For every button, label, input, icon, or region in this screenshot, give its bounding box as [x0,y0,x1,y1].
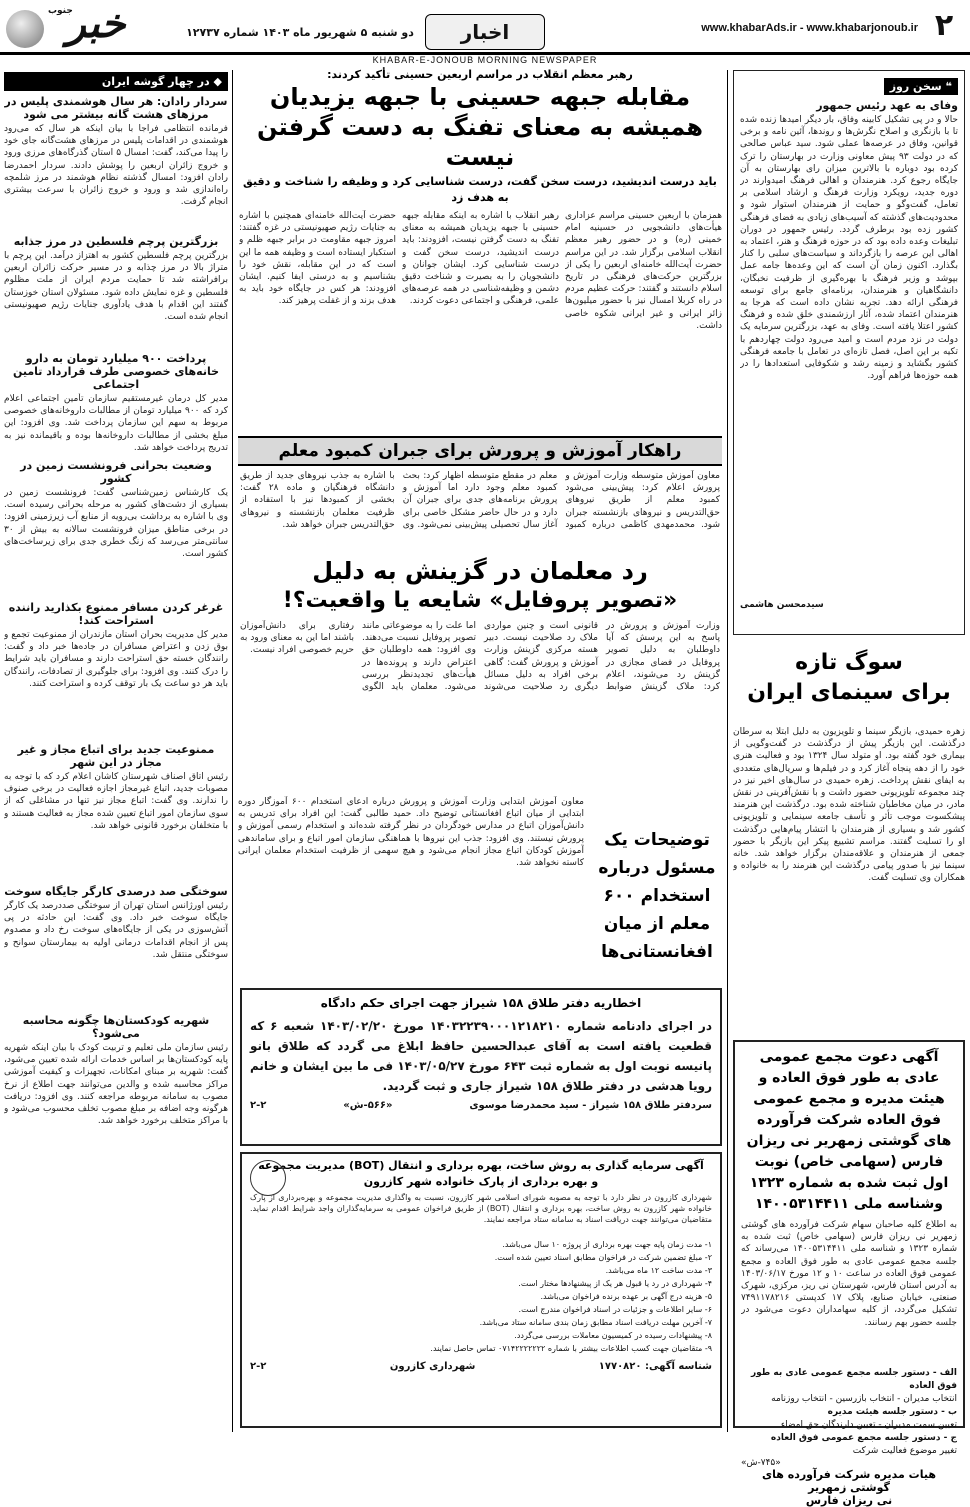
agenda-item: انتخاب مدیران - انتخاب بازرسین - انتخاب روزنامه [771,1394,957,1404]
agenda-item: ج - دستور جلسه مجمع عمومی فوق العاده [770,1433,957,1443]
divorce-page-ref: ۲-۲ [250,1100,267,1111]
section-title: اخبار [460,20,510,44]
bot-page-ref: ۲-۲ [250,1361,267,1372]
lead-title-2: همیشه به معنای تفنگ به دست گرفتن نیست [257,113,703,171]
logo-text: خبر [66,0,126,47]
websites[interactable]: www.khabarAds.ir - www.khabarjonoub.ir [701,22,918,34]
section-tab [425,14,545,50]
brief-title: پرداخت ۹۰۰ میلیارد تومان به دارو خانه‌های خصوصی طرف قرارداد تامین اجتماعی [12,352,220,391]
agenda-item: تعیین سمت مدیران - تعیین دارندگان حق امضاء [780,1420,957,1430]
editorial-author: سیدمحسن هاشمی [740,600,824,610]
bot-item: ۷- آخرین مهلت دریافت اسناد مطابق زمان بندی سامانه ستاد می‌باشد. [479,1318,712,1327]
lead-body-col: حضرت آیت‌الله خامنه‌ای همچنین با اشاره به جنایات رژیم صهیونیستی در غزه گفتند: امروز جبهه مقاومت در برابر جبهه ظلم و استکبار ایستاده است و وظیفه همه ما این است که در این مقابله، نقش خود را بشناسیم و به درستی ایفا کنیم. ایشان افزودند: هر کس در جایگاه خود باید به هدف بزند و از غفلت پرهیز کند. [239,211,396,307]
agenda-item: الف - دستور جلسه مجمع عمومی عادی به طور فوق العاده [750,1368,957,1391]
lead-title-1: مقابله جبهه حسینی با جبهه یزیدیان [269,83,691,111]
brief-body: فرمانده انتظامی فراجا با بیان اینکه هر سال که می‌رود هوشمندی در اقدامات پلیس در مرزهای هشت‌گانه جای خود را پیدا می‌کند، گفت: امسال ۵ استان گذرگاه‌های مرزی ورود و خروج زائران اربعین را پوشش دادند. سردار احمدرضا رادان افزود: امسال گذشته نظام هوشمند در مرز شلمچه راه‌اندازی شد و ورود و خروج زائران با سرعت بیشتری انجام گرفت. [4,124,228,208]
cinema-title-2: برای سینمای ایران [747,680,951,705]
bot-title-2: و بهره برداری از پارک خانواده شهر کازرون [363,1175,599,1188]
globe-icon [6,10,44,48]
cinema-headline [733,648,965,718]
brief-body: بزرگترین پرچم فلسطین کشور به اهتزاز درآمد. این پرچم با متراژ بالا در مرز چذابه و در مسیر حرکت زائران اربعین برافراشته شد تا حمایت مردم ایران از ملت مظلوم فلسطین و غزه نمایش داده شود. مسئولان استان خوزستان گفتند این اقدام با هدف یادآوری جنایات رژیم صهیونیستی انجام شده است. [4,251,228,323]
agenda-item: تغییر موضوع فعالیت شرکت [852,1446,957,1456]
brief-body: مدیر کل درمان غیرمستقیم سازمان تأمین اجتماعی اعلام کرد که ۹۰۰ میلیارد تومان از مطالبات داروخانه‌های خصوصی مربوط به سهم این سازمان پرداخت شد. وی افزود: این مبلغ بخشی از مطالبات داروخانه‌ها بوده و باقیمانده نیز به تدریج پرداخت خواهد شد. [4,394,228,453]
bot-item: ۳- مدت ساخت ۱۲ ماه می‌باشد. [605,1266,712,1275]
lead-article [238,68,722,434]
lead-kicker: رهبر معظم انقلاب در مراسم اربعین حسینی تأکید کردند: [327,68,633,81]
editorial-label: ❝ سخن روز [884,78,958,95]
editorial-box [733,70,965,635]
teacher-title: راهکار آموزش و پرورش برای جبران کمبود معلم [278,441,682,461]
bot-signature: شهرداری کازرون [389,1361,476,1372]
emblem-icon [250,1160,286,1196]
page-header [0,0,970,58]
cinema-title-1: سوگ تازه [795,650,903,675]
bot-item: ۵- هزینه درج آگهی بر عهده برنده فراخوان می‌باشد. [540,1292,712,1301]
brief-title: سوختگی صد درصدی کارگر جایگاه سوخت [4,885,228,898]
page-number: ۲ [934,8,954,43]
afghan-article [238,796,722,982]
column-divider [727,70,728,1432]
brief-title: سردار رادان: هر سال هوشمندی پلیس در مرزهای هشت گانه بیشتر می شود [4,95,228,121]
brief-title: ممنوعیت جدید برای اتباع مجاز و غیر مجاز در این شهر [17,743,215,769]
rumor-title-1: رد معلمان در گزینش به دلیل [312,557,648,585]
bot-items [250,1238,712,1355]
rumor-body: وزارت آموزش و پرورش در پاسخ به این پرسش که آیا داوطلبان به دلیل تصویر پروفایل در فضای مجازی در گزینش رد می‌شوند، اعلام کرد: ملاک گزینش ضوابط قانونی است و چنین مواردی ملاک رد صلاحیت نیست. دبیر هسته مرکزی گزینش وزارت آموزش و پرورش گفت: گاهی برخی افراد به دلیل مسائل دیگری رد صلاحیت می‌شوند اما علت را به موضوعاتی مانند تصویر پروفایل نسبت می‌دهند. وی افزود: همه داوطلبان حق اعتراض دارند و پرونده‌ها در هیأت‌های تجدیدنظر بررسی می‌شود. معلمان باید الگوی رفتاری برای دانش‌آموزان باشند اما این به معنای ورود به حریم خصوصی افراد نیست. [240,621,720,693]
rumor-title-2: «تصویر پروفایل» شایعه یا واقعیت؟! [282,588,678,613]
bot-item: ۸- پیشنهادات رسیده در کمیسیون معاملات بررسی می‌گردد. [514,1331,712,1340]
bot-item: ۱- مدت زمان پایه جهت بهره برداری از پروژه ۱۰ سال می‌باشد. [502,1240,712,1249]
divorce-title: اخطاریه دفتر طلاق ۱۵۸ شیراز جهت اجرای حکم دادگاه [320,996,642,1010]
cinema-body: زهره حمیدی، بازیگر سینما و تلویزیون به دلیل ابتلا به سرطان درگذشت. این بازیگر پیش از درگذشت در گفت‌وگویی از بیماری خود گفته بود. او متولد سال ۱۳۲۴ بود و فعالیت هنری خود را از دهه پنجاه آغاز کرد و در فیلم‌ها و سریال‌های متعددی به ایفای نقش پرداخت. زهره حمیدی در سال‌های اخیر نیز در چند مجموعه تلویزیونی حضور داشت و با نقش‌آفرینی در نقش مادر، در میان مخاطبان شناخته شده بود. درگذشت این هنرمند پیشکسوت موجب تأثر و تأسف جامعه سینمایی و تلویزیونی کشور شد و بسیاری از هنرمندان با انتشار پیام‌هایی درگذشت او را تسلیت گفتند. مراسم تشییع پیکر این بازیگر با حضور جمعی از هنرمندان و علاقه‌مندان برگزار خواهد شد. خانه سینما نیز با صدور پیامی درگذشت این هنرمند را به خانواده و همکاران وی تسلیت گفت. [733,727,965,884]
agm-sign-2: نی ریزان فارس [805,1494,893,1507]
bot-notice [240,1152,722,1428]
right-column [733,70,965,1507]
brief-body: مدیر کل مدیریت بحران استان مازندران از ممنوعیت تجمع و بوق زدن و اعتراض مسافران در جاده‌ها خبر داد و گفت: رانندگان خسته حق استراحت دارند و مسافران باید شرایط را درک کنند. وی افزود: برای جلوگیری از تصادفات، رانندگان باید هر دو ساعت یک بار توقف کرده و استراحت کنند. [4,630,228,689]
brief-body: رئیس اتاق اصناف شهرستان کاشان اعلام کرد که با توجه به مصوبات جدید، اتباع غیرمجاز اجازه فعالیت در برخی صنوف را ندارند. وی گفت: اتباع مجاز نیز تنها در مشاغلی که از سوی سازمان امور اتباع تعیین شده مجاز به فعالیت هستند و با متخلفان برخورد قانونی خواهد شد. [4,772,228,831]
bot-item: ۴- شهرداری در رد یا قبول هر یک از پیشنهادها مختار است. [518,1279,712,1288]
agm-agenda [741,1367,957,1458]
afghan-body: معاون آموزش ابتدایی وزارت آموزش و پرورش درباره ادعای استخدام ۶۰۰ آموزگار دوره ابتدایی از میان اتباع افغانستانی توضیح داد. حمید طالبی گفت: این افراد برای تدریس به دانش‌آموزان اتباع در مدارس خودگردان در نظر گرفته شده‌اند و استخدام رسمی آموزش و پرورش نیستند. وی افزود: جذب این نیروها با هماهنگی سازمان امور اتباع و برای ساماندهی آموزش کودکان اتباع مجاز انجام می‌شود و هیچ سهمی از ظرفیت استخدام معلمان ایرانی کاسته نخواهد شد. [238,797,584,869]
editorial-body: حالا و در پی تشکیل کابینه وفاق، بار دیگر امیدها زنده شده تا با بازنگری و اصلاح نگرش‌ها و روندها، آئین نامه و برخی قوانین، وفاق در عرصه‌ها عملی شود. سید عباس صالحی که در دولت ۹۳ پیش معاونی وزارت در بهارستان را ترک کرده بود دوباره با بالاترین میزان رای بهارستان به آن جایگاه رجوع کرد. هنرمندان و اهالی فرهنگ امیدوارند در دوره جدید، رویکرد وزارت فرهنگ و ارشاد اسلامی بر تعامل، گفت‌وگو و حمایت از هنرمندان استوار شود و محدودیت‌های گذشته که آسیب‌های زیادی به فضای فرهنگی کشور زده بود برطرف گردد. رئیس جمهور در دوران تبلیغات وعده داده بود که در حوزه فرهنگ و هنر، اعتماد به اهالی این عرصه را بازگرداند و سیاست‌های سلبی را کنار بگذارد. اکنون زمان آن است که این وعده‌ها جامه عمل بپوشد و وزیر فرهنگ با بهره‌گیری از ظرفیت نخبگان، دانشگاهیان و هنرمندان، برنامه‌ای جامع برای توسعه فرهنگی ارائه دهد. تجربه نشان داده است که هرجا به هنرمندان اعتماد شده، آثار ارزشمندی خلق شده و فرهنگ کشور اعتلا یافته است. وفای به عهد، بزرگترین سرمایه یک دولت در نزد مردم است و امید می‌رود دولت چهاردهم با تکیه بر این اصل، فصل تازه‌ای در تعامل با جامعه فرهنگی کشور بگشاید و زمینه رشد و شکوفایی استعدادها را در همه حوزه‌ها فراهم آورد. [740,115,958,382]
agm-title: آگهی دعوت مجمع عمومی عادی به طور فوق العاده و هیئت مدیره و مجمع عمومی فوق العاده شرکت فرآورده های گوشتی زمهریر نی ریزان فارس (سهامی خاص) نوبت اول ثبت شده به شماره ۱۳۲۳ وشناسه ملی ۱۴۰۰۵۳۱۴۴۱۱ [746,1049,952,1212]
rumor-headline [238,556,722,616]
brief-body: یک کارشناس زمین‌شناسی گفت: فرونشست زمین در بسیاری از دشت‌های کشور به مرحله بحرانی رسیده است. وی با اشاره به برداشت بی‌رویه از منابع آب زیرزمینی افزود: در برخی مناطق میزان فرونشست سالانه به بیش از ۳۰ سانتی‌متر می‌رسد که زنگ خطری جدی برای زیرساخت‌های کشور است. [4,488,228,560]
lead-subtitle: باید درست اندیشید، درست سخن گفت، درست شناسایی کرد و وظیفه را شناخت و دقیق به هدف زد [243,175,717,204]
agm-body: به اطلاع کلیه صاحبان سهام شرکت فرآورده های گوشتی زمهریر نی ریزان فارس (سهامی خاص) ثبت شده به شماره ۱۳۲۳ و شناسه ملی ۱۴۰۰۵۳۱۴۴۱۱ می‌رساند که جلسه مجمع عمومی عادی به طور فوق العاده و مجمع عمومی فوق العاده در ساعت ۱۰ و ۱۲ مورخ ۱۴۰۳/۰۶/۱۷ به آدرس استان فارس، شهرستان نی ریز، مرکزی، شهرک صنعتی، خیابان صنایع، پلاک ۱۷ کدپستی ۷۴۹۱۱۷۸۲۱۶ تشکیل می‌گردد، از کلیه سهامداران دعوت می‌شود در جلسه حضور بهم رسانند. [741,1220,957,1328]
lead-body-col: رهبر انقلاب با اشاره به اینکه مقابله جبهه حسینی با جبهه یزیدیان همیشه به معنای تفنگ به دست گرفتن نیست، افزودند: باید درست اندیشید، درست سخن گفت و درست شناسایی کرد. ایشان جوانان و دانشجویان را به بصیرت و شناخت دقیق دشمن و وظیفه‌شناسی در همه عرصه‌های علمی، فرهنگی و اجتماعی دعوت کردند. [402,211,559,307]
lead-body-col: همزمان با اربعین حسینی مراسم عزاداری هیأت‌های دانشجویی در حسینیه امام خمینی (ره) و در حضور رهبر معظم انقلاب اسلامی برگزار شد. در این مراسم حضرت آیت‌الله خامنه‌ای اربعین را یکی از بزرگترین حرکت‌های فرهنگی در تاریخ اسلام دانستند و گفتند: حرکت عظیم مردم در راه کربلا امسال نیز با حضور میلیون‌ها زائر ایرانی و غیر ایرانی شکوه خاصی داشت. [565,211,722,331]
logo [6,0,156,54]
editorial-headline: وفای به عهد رئیس جمهور [816,99,958,112]
agm-notice [733,1040,965,1507]
bot-item: ۲- مبلغ تضمین شرکت در فراخوان مطابق اسناد تعیین شده است. [494,1253,712,1262]
left-col-label: ◆ در چهار گوشه ایران [4,72,228,91]
afghan-title: توضیحات یک مسئول درباره استخدام ۶۰۰ معلم از میان افغانستانی‌ها [598,830,716,962]
date-issue: دو شنبه ۵ شهریور ماه ۱۴۰۳ شماره ۱۲۷۳۷ [186,26,414,39]
agenda-item: ب - دستور جلسه هیئت مدیره [827,1407,957,1417]
divorce-notice [240,988,722,1146]
bot-ad-number: شناسه آگهی: ۱۷۷۰۸۲۰ [598,1361,712,1372]
agm-code: «۷۴۵-ش» [741,1458,781,1468]
divorce-signature: سردفتر طلاق ۱۵۸ شیراز - سید محمدرضا موسوی [469,1100,712,1111]
quote-icon: ❝ [941,80,952,93]
divorce-code: «۵۶۶-ش» [343,1100,393,1111]
brief-body: رئیس سازمان ملی تعلیم و تربیت کودک با بیان اینکه شهریه پایه کودکستان‌ها بر اساس خدمات ارائه شده تعیین می‌شود، گفت: شهریه بر مبنای امکانات، تجهیزات و کیفیت آموزشی مراکز محاسبه شده و والدین می‌توانند جهت اطلاع از نرخ مصوب به سامانه مربوطه مراجعه کنند. وی افزود: دریافت هرگونه وجه اضافه بر مبلغ مصوب تخلف محسوب می‌شود و با مراکز متخلف برخورد خواهد شد. [4,1043,228,1127]
agm-sign-1: هیات مدیره شرکت فرآورده های گوشتی زمهریر [762,1468,936,1494]
teacher-banner [238,436,722,466]
bot-item: ۹- متقاضیان جهت کسب اطلاعات بیشتر با شماره ۰۷۱۴۲۲۲۲۲۲۲ تماس حاصل نمایند. [430,1344,712,1353]
bot-intro: شهرداری کازرون در نظر دارد با توجه به مصوبه شورای اسلامی شهر کازرون، نسبت به واگذاری مدیریت مجموعه و بهره‌برداری از پارک خانواده شهر کازرون به روش ساخت، بهره برداری و انتقال (BOT) از طریق فراخوان عمومی به سرمایه‌گذاران واجد شرایط اقدام نماید. متقاضیان می‌توانند جهت دریافت اسناد به سامانه ستاد مراجعه نمایند. [250,1193,712,1224]
pin-icon: ◆ [209,75,222,88]
left-column [4,72,228,1430]
masthead-latin: KHABAR-E-JONOUB MORNING NEWSPAPER [372,55,598,65]
column-divider [232,70,233,1432]
brief-title: غرغر کردن مسافر ممنوع بکذارید راننده استراحت کند! [8,601,224,627]
brief-body: رئیس اورژانس استان تهران از سوختگی صددرصد یک کارگر جایگاه سوخت خبر داد. وی گفت: این حادثه در پی آتش‌سوزی در یکی از جایگاه‌های سوخت رخ داد و مصدوم پس از انجام اقدامات درمانی اولیه به بیمارستان سوانح و سوختگی منتقل شد. [4,901,228,960]
teacher-body: معاون آموزش متوسطه وزارت آموزش و پرورش اعلام کرد: پیش‌بینی می‌شود کمبود معلم از طریق نیروهای حق‌التدریس و نیروهای بازنشسته جبران شود. محمدمهدی کاظمی درباره کمبود معلم در مقطع متوسطه اظهار کرد: بحث کمبود معلم وجود دارد اما آموزش و پرورش برنامه‌های جدی برای جبران آن دارد و در حال حاضر مشکل خاصی برای آغاز سال تحصیلی پیش‌بینی نمی‌شود. وی با اشاره به جذب نیروهای جدید از طریق دانشگاه فرهنگیان و ماده ۲۸ گفت: بخشی از کمبودها نیز با استفاده از ظرفیت معلمان بازنشسته و نیروهای حق‌التدریس جبران خواهد شد. [240,471,720,530]
logo-sub: جنوب [48,6,73,16]
brief-title: وضعیت بحرانی فرونشست زمین در کشور [20,459,212,485]
bot-item: ۶- سایر اطلاعات و جزئیات در اسناد فراخوان مندرج است. [518,1305,712,1314]
divorce-body: در اجرای دادنامه شماره ۱۴۰۳۲۲۳۹۰۰۰۱۲۱۸۲۱۰ مورخ ۱۴۰۳/۰۲/۲۰ شعبه ۶ که قطعیت یافته است به آقای عبدالحسین حافظ ابلاغ می گردد که طلاق بانو پانیسه نوبت اول به شماره ثبت ۶۴۳ مورخ ۱۴۰۳/۰۵/۲۷ فی ما بین ایشان و خانم رویا هدشی در دفتر طلاق ۱۵۸ شیراز جاری و ثبت گردید. [250,1019,712,1093]
bot-title-1: آگهی سرمایه گذاری به روش ساخت، بهره برداری و انتقال (BOT) مدیریت مجموعه [258,1159,704,1172]
brief-title: بزرگترین پرچم فلسطین در مرز جذابه [13,235,219,248]
brief-title: شهریه کودکستان‌ها چگونه محاسبه می‌شود؟ [22,1014,210,1040]
